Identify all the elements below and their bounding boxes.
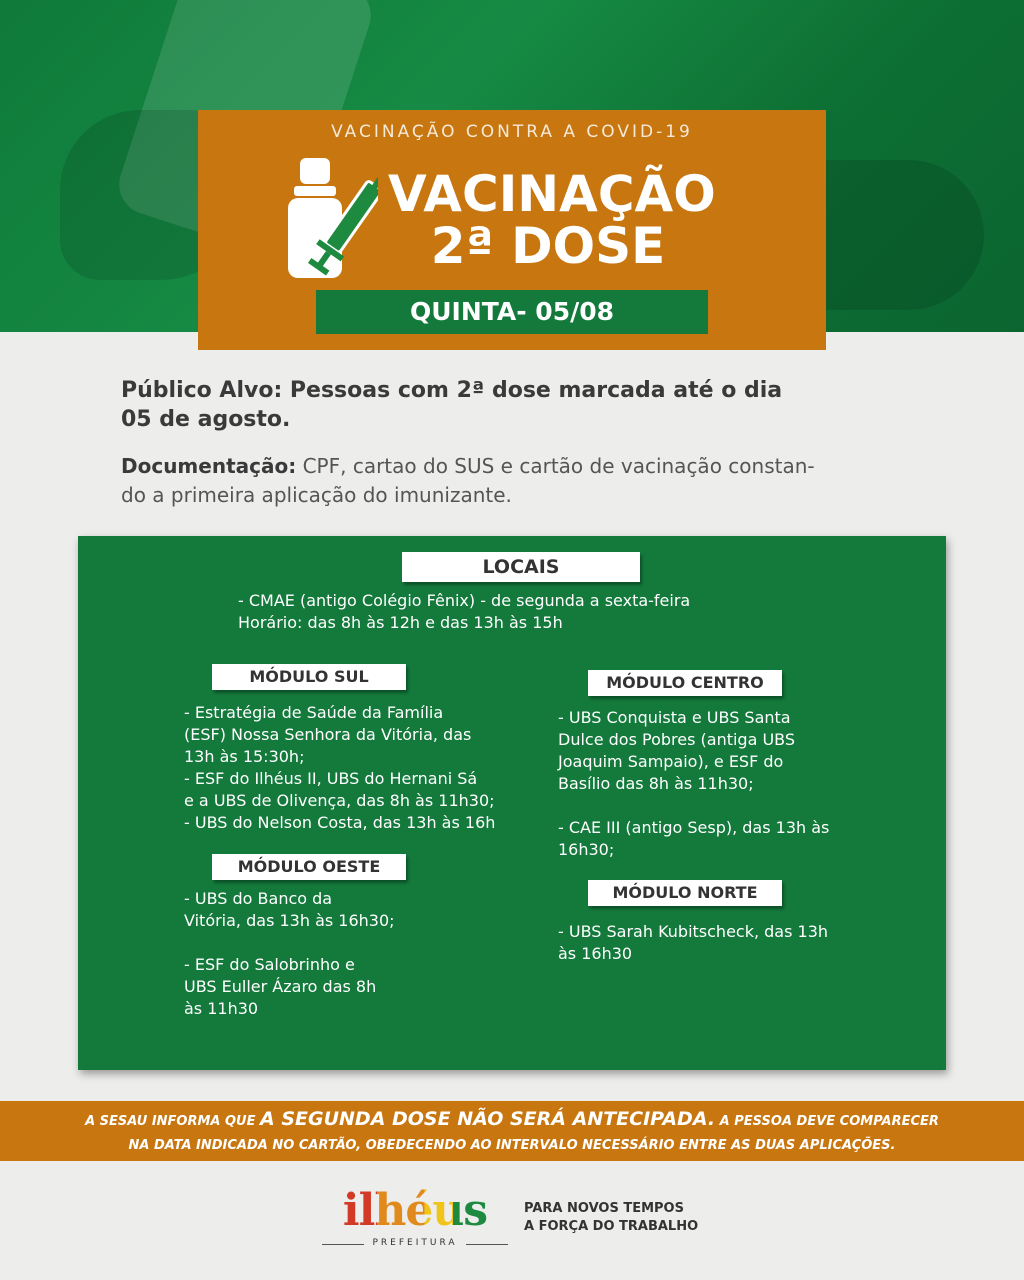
doc-line2: do a primeira aplicação do imunizante.: [121, 483, 512, 507]
modulo-centro-line: Joaquim Sampaio), e ESF do: [558, 752, 784, 771]
publico-line1: Público Alvo: Pessoas com 2ª dose marcada até o dia: [121, 378, 783, 403]
slogan-line2: A FORÇA DO TRABALHO: [524, 1219, 699, 1234]
header-title-line2: 2ª DOSE: [430, 217, 666, 275]
modulo-sul-line: - Estratégia de Saúde da Família: [184, 703, 444, 722]
notice-text: [20, 1107, 1004, 1158]
modulo-sul-line: 13h às 15:30h;: [184, 747, 305, 766]
notice-part1: A SESAU INFORMA QUE: [85, 1114, 261, 1129]
locais-line2: Horário: das 8h às 12h e das 13h às 15h: [238, 613, 563, 632]
modulo-centro-text: [558, 707, 878, 861]
modulo-centro-line: 16h30;: [558, 840, 615, 859]
notice-line2: NA DATA INDICADA NO CARTÃO, OBEDECENDO AO INTERVALO NECESSÁRIO ENTRE AS DUAS APLICAÇÕES.: [128, 1138, 896, 1153]
publico-alvo: [121, 376, 921, 434]
modulo-oeste-line: às 11h30: [184, 999, 259, 1018]
modulo-centro-line: - UBS Conquista e UBS Santa: [558, 708, 791, 727]
modulo-centro-line: - CAE III (antigo Sesp), das 13h às: [558, 818, 830, 837]
modulo-norte-line: - UBS Sarah Kubitscheck, das 13h: [558, 922, 829, 941]
modulo-oeste-line: [184, 932, 484, 954]
notice-band: [0, 1101, 1024, 1161]
header-title: [388, 165, 716, 275]
date-bar: QUINTA- 05/08: [316, 290, 708, 334]
logo-sub: PREFEITURA: [372, 1238, 458, 1248]
modulo-sul-line: (ESF) Nossa Senhora da Vitória, das: [184, 725, 472, 744]
modulo-oeste-line: UBS Euller Ázaro das 8h: [184, 977, 377, 996]
locais-text: [238, 590, 838, 634]
modulo-sul-text: [184, 702, 544, 834]
modulo-oeste-line: - ESF do Salobrinho e: [184, 955, 355, 974]
locais-title: LOCAIS: [402, 552, 640, 582]
locais-line1: - CMAE (antigo Colégio Fênix) - de segunda a sexta-feira: [238, 591, 691, 610]
documentacao: [121, 452, 961, 510]
doc-label: Documentação:: [121, 454, 297, 478]
header-box: [198, 110, 826, 350]
modulo-centro-line: Basílio das 8h às 11h30;: [558, 774, 754, 793]
modulo-centro-title: MÓDULO CENTRO: [588, 670, 782, 696]
modulo-oeste-title: MÓDULO OESTE: [212, 854, 406, 880]
slogan: [524, 1200, 724, 1236]
modulo-oeste-text: [184, 888, 484, 1020]
modulo-norte-text: [558, 921, 878, 965]
modulo-centro-line: [558, 795, 878, 817]
modulo-sul-title: MÓDULO SUL: [212, 664, 406, 690]
notice-part3: A PESSOA DEVE COMPARECER: [715, 1114, 939, 1129]
modulo-norte-line: às 16h30: [558, 944, 633, 963]
doc-text1: CPF, cartao do SUS e cartão de vacinação constan-: [296, 454, 815, 478]
ilheus-logo: [320, 1186, 510, 1256]
notice-emphasis: A SEGUNDA DOSE NÃO SERÁ ANTECIPADA.: [260, 1108, 716, 1130]
locations-panel: [78, 536, 946, 1070]
modulo-sul-line: - UBS do Nelson Costa, das 13h às 16h: [184, 813, 496, 832]
doc-line1: [121, 452, 961, 481]
modulo-oeste-line: Vitória, das 13h às 16h30;: [184, 911, 395, 930]
header-title-line1: VACINAÇÃO: [388, 165, 716, 223]
modulo-oeste-line: - UBS do Banco da: [184, 889, 333, 908]
slogan-line1: PARA NOVOS TEMPOS: [524, 1201, 684, 1216]
modulo-sul-line: - ESF do Ilhéus II, UBS do Hernani Sá: [184, 769, 478, 788]
publico-line2: 05 de agosto.: [121, 407, 291, 432]
modulo-norte-title: MÓDULO NORTE: [588, 880, 782, 906]
modulo-centro-line: Dulce dos Pobres (antiga UBS: [558, 730, 796, 749]
logo-word: ilhéus: [320, 1186, 510, 1236]
header-subtitle: VACINAÇÃO CONTRA A COVID-19: [331, 122, 693, 142]
vaccine-syringe-icon: [286, 156, 378, 282]
logo-line-right: [466, 1244, 508, 1245]
modulo-sul-line: e a UBS de Olivença, das 8h às 11h30;: [184, 791, 495, 810]
notice-line1: [20, 1107, 1004, 1134]
